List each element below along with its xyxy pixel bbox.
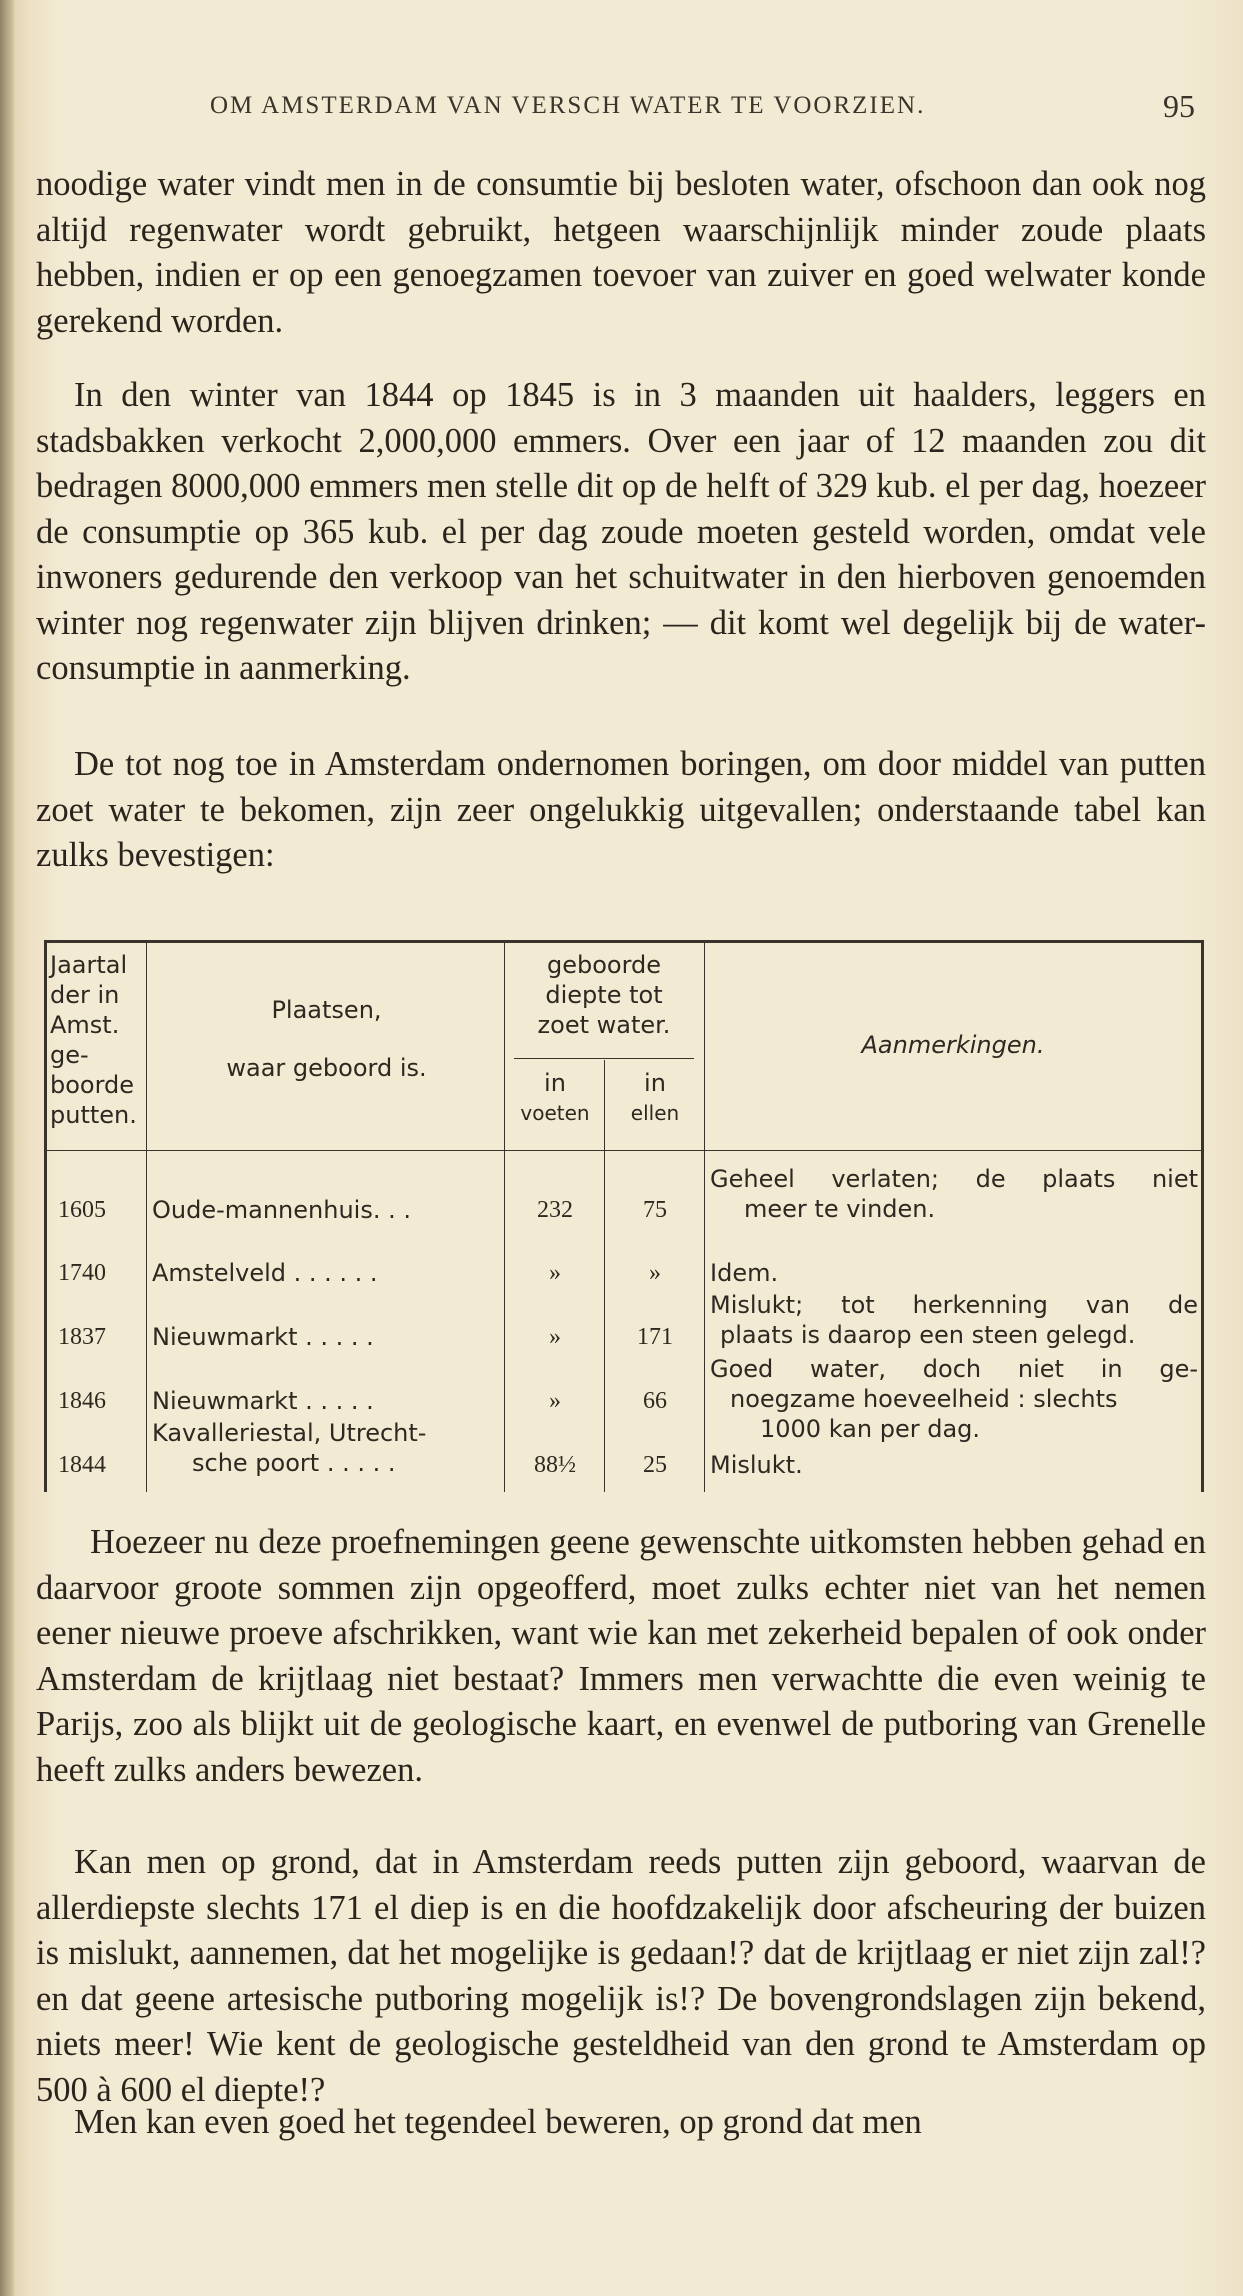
row-1-ells: 75: [643, 1197, 667, 1223]
boreholes-table: [44, 940, 1204, 1492]
column-rule-1: [146, 940, 147, 1492]
row-4-place: Nieuwmarkt . . . . .: [152, 1387, 374, 1415]
header-place-line-2: waar geboord is.: [226, 1054, 427, 1082]
paragraph-1: noodige water vindt men in de consumtie bij besloten water, ofschoon dan ook nog altijd regenwater wordt gebruikt, hetgeen waarschijnlijk minder zoude plaats hebben, indien er op een genoegzamen toevoer van zuiver en goed welwater konde gerekend worden.: [36, 165, 1206, 340]
row-3-remarks-line-1: Mislukt; tot herkenning van de: [710, 1291, 1198, 1319]
paragraph-6-text: Men kan even goed het tegendeel beweren, op grond dat men: [74, 2103, 922, 2141]
row-4-ells: 66: [643, 1388, 667, 1414]
column-rule-4: [704, 940, 705, 1492]
row-2-feet: »: [549, 1260, 561, 1286]
row-1-feet: 232: [537, 1197, 573, 1223]
header-depth-line-1: geboorde: [546, 951, 662, 979]
row-1-remarks-line-1: Geheel verlaten; de plaats niet: [710, 1165, 1198, 1193]
paragraph-2-text: In den winter van 1844 op 1845 is in 3 maanden uit haalders, leggers en stadsbakken verkocht 2,000,000 emmers. Over een jaar of 12 maanden zou dit bedragen 8000,000 emmers men stelle dit op de helft of 329 kub. el per dag, hoezeer de consumptie op 365 kub. el per dag zoude moeten gesteld worden, omdat vele inwoners gedurende den verkoop van het schuitwater in den hierboven genoemden winter nog regenwater zijn blijven drinken; — dit komt wel degelijk bij de water-consumptie in aanmerking.: [36, 376, 1206, 687]
row-2-place: Amstelveld . . . . . .: [152, 1259, 378, 1287]
row-4-remarks-line-3: 1000 kan per dag.: [760, 1415, 981, 1443]
header-year-line-4: ge-: [50, 1041, 89, 1069]
header-year-line-2: der in: [50, 981, 120, 1009]
page-header: [40, 88, 1203, 132]
header-place-line-1: Plaatsen,: [271, 996, 382, 1024]
table-left-rule: [44, 940, 47, 1492]
header-bottom-rule: [47, 1150, 1201, 1151]
paragraph-3: [36, 742, 1206, 879]
table-right-rule: [1201, 940, 1204, 1492]
header-place: [154, 995, 499, 1083]
row-3-feet: »: [549, 1324, 561, 1350]
header-feet-line-2: voeten: [520, 1101, 590, 1125]
row-5-feet: 88½: [534, 1452, 576, 1478]
row-2-remarks: [710, 1258, 1198, 1288]
header-year-line-6: putten.: [50, 1101, 137, 1129]
row-3-remarks: [710, 1290, 1198, 1350]
header-depth-line-3: zoet water.: [537, 1011, 671, 1039]
paragraph-4: [36, 1520, 1206, 1793]
row-1-place: Oude-mannenhuis. . .: [152, 1196, 411, 1224]
row-4-remarks-line-1: Goed water, doch niet in ge-: [710, 1355, 1198, 1383]
header-depth-line-2: diepte tot: [545, 981, 663, 1009]
row-5-place-line-2: sche poort . . . . .: [192, 1449, 396, 1477]
depth-brace-rule: [514, 1058, 694, 1059]
row-3-year: 1837: [58, 1324, 106, 1350]
paragraph-5-text: Kan men op grond, dat in Amsterdam reeds putten zijn geboord, waarvan de allerdiepste slechts 171 el diep is en die hoofdzakelijk door afscheuring der buizen is mislukt, aannemen, dat het mogelijke is gedaan!? dat de krijtlaag er niet zijn zal!? en dat geene artesische putboring mogelijk is!? De bovengrondslagen zijn bekend, niets meer! Wie kent de geologische gesteldheid van den grond te Amsterdam op 500 à 600 el diepte!?: [36, 1843, 1206, 2109]
header-year-line-5: boorde: [50, 1071, 135, 1099]
column-rule-2: [504, 940, 505, 1492]
row-4-remarks: [710, 1354, 1198, 1444]
row-1-remarks: [710, 1164, 1198, 1224]
paragraph-5: [36, 1840, 1206, 2113]
header-year: [50, 950, 146, 1130]
row-2-remarks-line-1: Idem.: [710, 1259, 779, 1287]
row-3-place: Nieuwmarkt . . . . .: [152, 1323, 374, 1351]
paragraph-2: [36, 373, 1206, 692]
row-4-remarks-line-2: noegzame hoeveelheid : slechts: [730, 1385, 1118, 1413]
header-ells: [606, 1068, 704, 1128]
row-2-year: 1740: [58, 1260, 106, 1286]
row-5-year: 1844: [58, 1452, 106, 1478]
header-feet-line-1: in: [544, 1069, 566, 1097]
header-ells-line-2: ellen: [630, 1101, 680, 1125]
row-5-place: [152, 1418, 426, 1478]
column-rule-3: [604, 1060, 605, 1492]
table-top-rule: [44, 940, 1204, 943]
row-3-ells: 171: [637, 1324, 673, 1350]
paragraph-3-text: De tot nog toe in Amsterdam ondernomen boringen, om door middel van putten zoet water te bekomen, zijn zeer ongelukkig uitgevallen; onderstaande tabel kan zulks bevestigen:: [36, 745, 1206, 874]
paragraph-6: [36, 2100, 1206, 2146]
row-5-place-line-1: Kavalleriestal, Utrecht-: [152, 1419, 427, 1447]
running-title: OM AMSTERDAM VAN VERSCH WATER TE VOORZIEN.: [210, 92, 926, 119]
header-year-line-3: Amst.: [50, 1011, 120, 1039]
row-4-feet: »: [549, 1388, 561, 1414]
row-5-remarks-line-1: Mislukt.: [710, 1451, 803, 1479]
row-2-ells: »: [649, 1260, 661, 1286]
header-ells-line-1: in: [644, 1069, 666, 1097]
row-5-remarks: [710, 1450, 1198, 1480]
header-remarks: Aanmerkingen.: [861, 1031, 1045, 1059]
row-5-ells: 25: [643, 1452, 667, 1478]
header-year-line-1: Jaartal: [50, 951, 128, 979]
row-4-year: 1846: [58, 1388, 106, 1414]
page-number: 95: [1163, 88, 1195, 124]
header-depth: [506, 950, 702, 1040]
header-feet: [506, 1068, 604, 1128]
row-3-remarks-line-2: plaats is daarop een steen gelegd.: [720, 1321, 1136, 1349]
paragraph-4-text: Hoezeer nu deze proefnemingen geene gewenschte uitkomsten hebben gehad en daarvoor groote sommen zijn opgeofferd, moet zulks echter niet van het nemen eener nieuwe proeve afschrikken, want wie kan met zekerheid bepalen of ook onder Amsterdam de krijtlaag niet bestaat? Immers men verwachtte die even weinig te Parijs, zoo als blijkt uit de geologische kaart, en evenwel de putboring van Grenelle heeft zulks anders bewezen.: [36, 1523, 1206, 1789]
row-1-year: 1605: [58, 1197, 106, 1223]
row-1-remarks-line-2: meer te vinden.: [744, 1195, 936, 1223]
page-binding-edge: [0, 0, 14, 2296]
